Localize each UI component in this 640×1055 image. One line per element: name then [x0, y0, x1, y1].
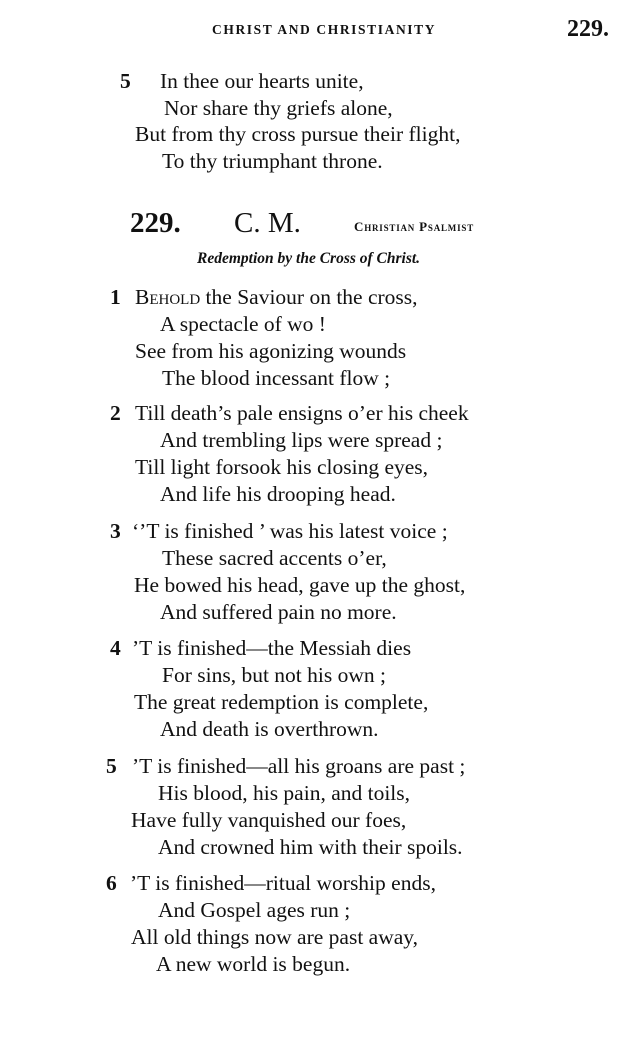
- hymn-title: Redemption by the Cross of Christ.: [197, 250, 421, 267]
- stanza-number: 4: [110, 636, 121, 660]
- hymn-number: 229.: [130, 207, 181, 239]
- hymn-heading: [0, 207, 640, 247]
- verse-line: In thee our hearts unite,: [160, 69, 364, 93]
- verse-line: Till light forsook his closing eyes,: [135, 455, 429, 479]
- verse-line: Have fully vanquished our foes,: [131, 808, 407, 832]
- hymn-meter: C. M.: [234, 207, 301, 239]
- running-head: CHRIST AND CHRISTIANITY: [212, 22, 437, 37]
- stanza-number: 5: [120, 69, 131, 93]
- verse-line: And life his drooping head.: [160, 482, 396, 506]
- verse-line: A new world is begun.: [156, 952, 351, 976]
- verse-line: All old things now are past away,: [131, 925, 419, 949]
- verse-line: ‘’T is finished ’ was his latest voice ;: [132, 519, 448, 543]
- stanza-number: 5: [106, 754, 117, 778]
- verse-line: See from his agonizing wounds: [135, 339, 407, 363]
- verse-line: ’T is finished—ritual worship ends,: [130, 871, 436, 895]
- verse-line: Nor share thy griefs alone,: [164, 96, 393, 120]
- verse-line: To thy triumphant throne.: [162, 149, 383, 173]
- verse-line: For sins, but not his own ;: [162, 663, 386, 687]
- stanza-number: 3: [110, 519, 121, 543]
- hymn-source: Christian Psalmist: [354, 219, 475, 234]
- verse-line: The great redemption is complete,: [134, 690, 429, 714]
- verse-line: But from thy cross pursue their flight,: [135, 122, 461, 146]
- first-word: Behold: [135, 285, 201, 309]
- verse-line: And suffered pain no more.: [160, 600, 397, 624]
- first-line-rest: the Saviour on the cross,: [200, 285, 418, 309]
- verse-line: And crowned him with their spoils.: [158, 835, 463, 859]
- verse-line: [135, 284, 418, 310]
- stanza-number: 6: [106, 871, 117, 895]
- verse-line: A spectacle of wo !: [160, 312, 326, 336]
- verse-line: Till death’s pale ensigns o’er his cheek: [135, 401, 469, 425]
- verse-line: These sacred accents o’er,: [162, 546, 387, 570]
- verse-line: He bowed his head, gave up the ghost,: [134, 573, 466, 597]
- verse-line: And trembling lips were spread ;: [160, 428, 443, 452]
- stanza-number: 2: [110, 401, 121, 425]
- verse-line: And death is overthrown.: [160, 717, 379, 741]
- verse-line: ’T is finished—the Messiah dies: [132, 636, 412, 660]
- verse-line: The blood incessant flow ;: [162, 366, 391, 390]
- verse-line: His blood, his pain, and toils,: [158, 781, 411, 805]
- verse-line: And Gospel ages run ;: [158, 898, 351, 922]
- page-number: 229.: [567, 16, 609, 42]
- verse-line: ’T is finished—all his groans are past ;: [132, 754, 466, 778]
- stanza-number: 1: [110, 285, 121, 309]
